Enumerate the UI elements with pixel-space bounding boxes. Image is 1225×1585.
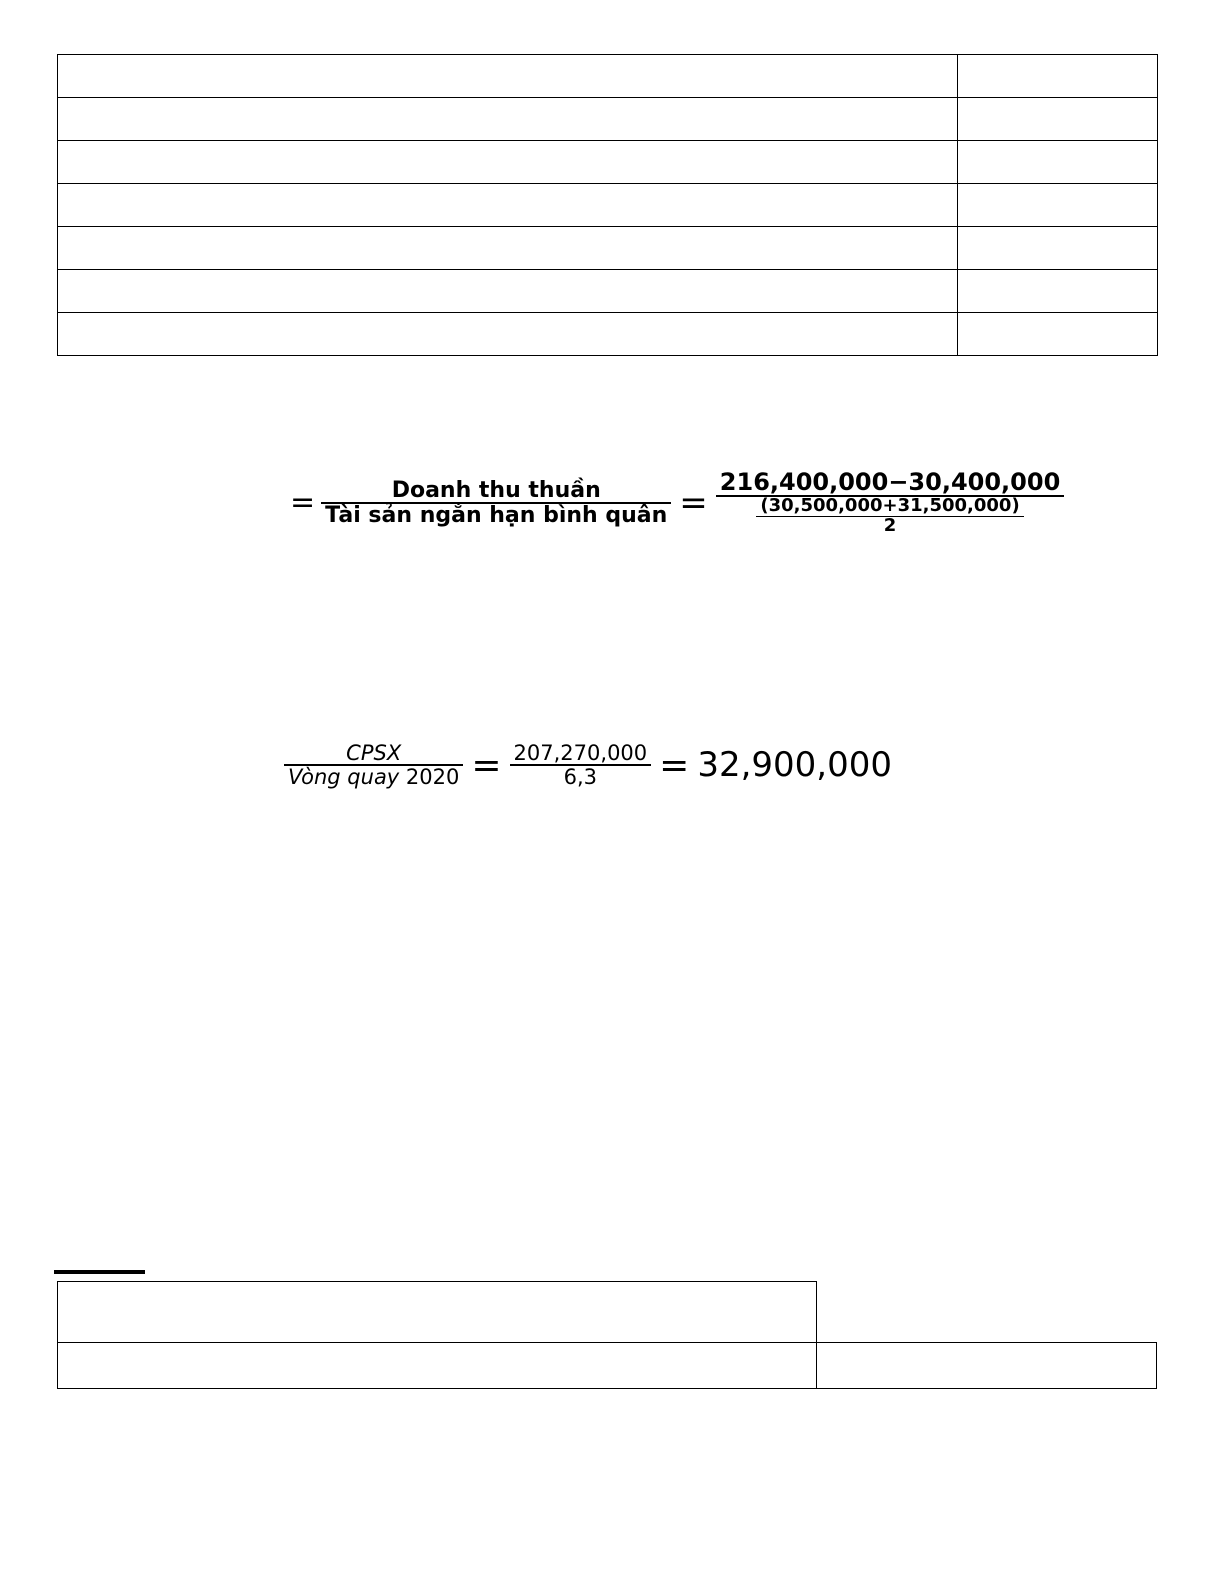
table-row (58, 227, 1158, 270)
table-cell (58, 184, 958, 227)
numerator-net-revenue: Doanh thu thuần (391, 477, 601, 503)
numerator-values: 216,400,000−30,400,000 (719, 468, 1061, 496)
numerator-value: 207,270,000 (513, 741, 648, 765)
table-cell (58, 98, 958, 141)
table-cell (958, 313, 1158, 356)
bottom-table (57, 1281, 1157, 1389)
table-cell (817, 1282, 1157, 1343)
table-row (58, 1282, 1157, 1343)
lhs-fraction (321, 479, 671, 527)
inner-numerator: (30,500,000+31,500,000) (760, 495, 1020, 517)
equals-sign: = (290, 485, 316, 521)
table-row (58, 313, 1158, 356)
table-cell (817, 1343, 1157, 1389)
numerator-cpsx: CPSX (346, 741, 402, 765)
denominator-avg-current-assets: Tài sản ngắn hạn bình quân (325, 502, 668, 528)
inner-denominator: 2 (883, 515, 897, 537)
table-row (58, 98, 1158, 141)
table-cell (958, 141, 1158, 184)
table-cell (58, 227, 958, 270)
table-cell (958, 98, 1158, 141)
table-cell (958, 184, 1158, 227)
table-row (58, 141, 1158, 184)
table-row (58, 1343, 1157, 1389)
rhs-fraction (716, 470, 1064, 536)
table-row (58, 184, 1158, 227)
inner-fraction (756, 497, 1023, 536)
table-cell (58, 1282, 817, 1343)
denominator-turnover (284, 766, 463, 788)
capital-formula (284, 742, 892, 788)
year-label: 2020 (405, 765, 460, 790)
table-row (58, 270, 1158, 313)
table-cell (58, 55, 958, 98)
lhs-fraction (284, 742, 463, 788)
turnover-label: Vòng quay (288, 765, 400, 790)
table-cell (58, 313, 958, 356)
equals-sign: = (471, 744, 502, 786)
turnover-formula (290, 470, 1064, 536)
table-cell (958, 227, 1158, 270)
table-row (58, 55, 1158, 98)
result-value: 32,900,000 (697, 745, 892, 786)
equals-sign: = (679, 482, 708, 523)
equals-sign: = (659, 744, 690, 786)
table-cell (58, 1343, 817, 1389)
heading-underline (54, 1270, 145, 1274)
table-cell (958, 55, 1158, 98)
denominator-value: 6,3 (563, 765, 598, 790)
table-cell (58, 270, 958, 313)
table-cell (958, 270, 1158, 313)
denominator-average (752, 497, 1027, 536)
top-table (57, 54, 1158, 356)
table-cell (58, 141, 958, 184)
rhs-fraction (510, 742, 652, 788)
